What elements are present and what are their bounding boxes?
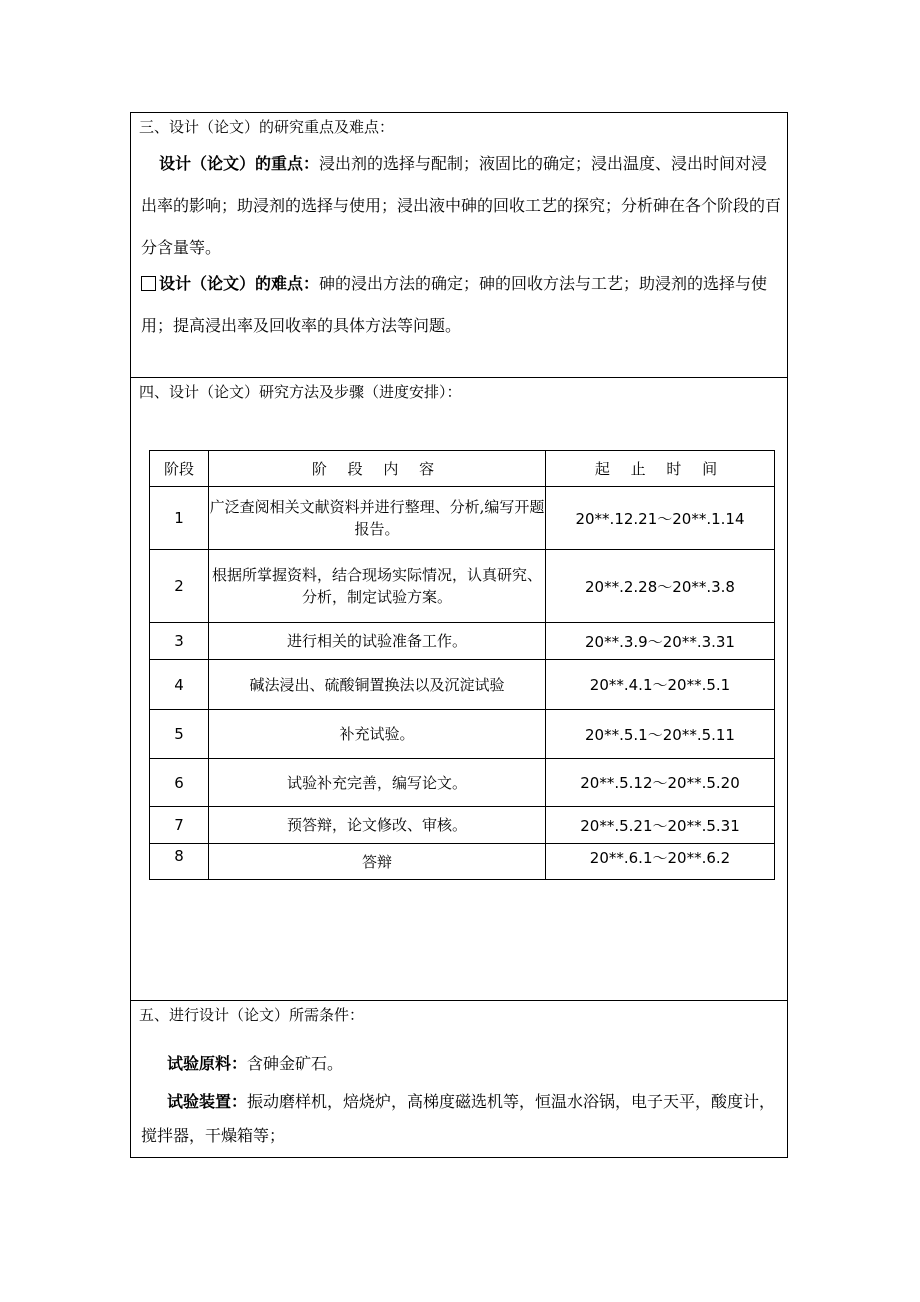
- time-cell: 20**.5.12～20**.5.20: [546, 759, 775, 807]
- time-cell: 20**.5.21～20**.5.31: [546, 807, 775, 844]
- content-cell: 进行相关的试验准备工作。: [209, 623, 546, 660]
- time-cell: 20**.3.9～20**.3.31: [546, 623, 775, 660]
- time-cell: 20**.5.1～20**.5.11: [546, 710, 775, 759]
- focus-paragraph: [141, 143, 781, 269]
- content-cell: 根据所掌握资料，结合现场实际情况，认真研究、分析，制定试验方案。: [209, 550, 546, 623]
- table-row: [150, 623, 775, 660]
- table-row: [150, 759, 775, 807]
- content-cell: 预答辩，论文修改、审核。: [209, 807, 546, 844]
- stage-cell: 2: [150, 550, 209, 623]
- table-row: [150, 844, 775, 880]
- header-stage: 阶段: [150, 451, 209, 487]
- difficulty-paragraph: [141, 263, 781, 347]
- difficulty-label: 设计（论文）的难点：: [159, 274, 320, 293]
- content-cell: 答辩: [209, 844, 546, 880]
- header-content: 阶 段 内 容: [209, 451, 546, 487]
- stage-cell: 5: [150, 710, 209, 759]
- section-research-focus: [131, 113, 787, 378]
- content-cell: 广泛查阅相关文献资料并进行整理、分析,编写开题报告。: [209, 487, 546, 550]
- content-cell: 补充试验。: [209, 710, 546, 759]
- materials-text: 含砷金矿石。: [247, 1054, 344, 1073]
- difficulty-text: 砷的浸出方法的确定；砷的回收方法与工艺；助浸剂的选择与使用；提高浸出率及回收率的具体方法等问题。: [141, 274, 768, 335]
- table-row: [150, 807, 775, 844]
- table-row: [150, 710, 775, 759]
- time-cell: 20**.12.21～20**.1.14: [546, 487, 775, 550]
- table-header-row: [150, 451, 775, 487]
- focus-text: 浸出剂的选择与配制；液固比的确定；浸出温度、浸出时间对浸出率的影响；助浸剂的选择与使用；浸出液中砷的回收工艺的探究；分析砷在各个阶段的百分含量等。: [141, 154, 782, 257]
- focus-label: 设计（论文）的重点：: [159, 154, 320, 173]
- section-schedule: [131, 378, 787, 1001]
- section-requirements: [131, 1001, 787, 1157]
- materials-label: 试验原料：: [167, 1054, 248, 1073]
- equipment-paragraph: [141, 1085, 781, 1153]
- proposal-form: [130, 112, 788, 1158]
- stage-cell: 4: [150, 660, 209, 710]
- content-cell: 试验补充完善，编写论文。: [209, 759, 546, 807]
- table-row: [150, 487, 775, 550]
- equipment-text: 振动磨样机，焙烧炉，高梯度磁选机等，恒温水浴锅，电子天平，酸度计，搅拌器，干燥箱等；: [141, 1092, 776, 1145]
- stage-cell: 8: [150, 844, 209, 880]
- stage-cell: 7: [150, 807, 209, 844]
- time-cell: 20**.4.1～20**.5.1: [546, 660, 775, 710]
- section4-heading: 四、设计（论文）研究方法及步骤（进度安排）：: [139, 383, 462, 401]
- stage-cell: 3: [150, 623, 209, 660]
- materials-paragraph: [141, 1043, 781, 1085]
- section5-heading: 五、进行设计（论文）所需条件：: [139, 1006, 365, 1024]
- checkbox-icon: [141, 276, 156, 291]
- time-cell: 20**.6.1～20**.6.2: [546, 844, 775, 880]
- table-row: [150, 550, 775, 623]
- equipment-label: 试验装置：: [167, 1092, 248, 1111]
- table-row: [150, 660, 775, 710]
- section3-heading: 三、设计（论文）的研究重点及难点：: [139, 118, 395, 136]
- header-time: 起 止 时 间: [546, 451, 775, 487]
- content-cell: 碱法浸出、硫酸铜置换法以及沉淀试验: [209, 660, 546, 710]
- stage-cell: 1: [150, 487, 209, 550]
- time-cell: 20**.2.28～20**.3.8: [546, 550, 775, 623]
- schedule-table: [149, 450, 775, 880]
- stage-cell: 6: [150, 759, 209, 807]
